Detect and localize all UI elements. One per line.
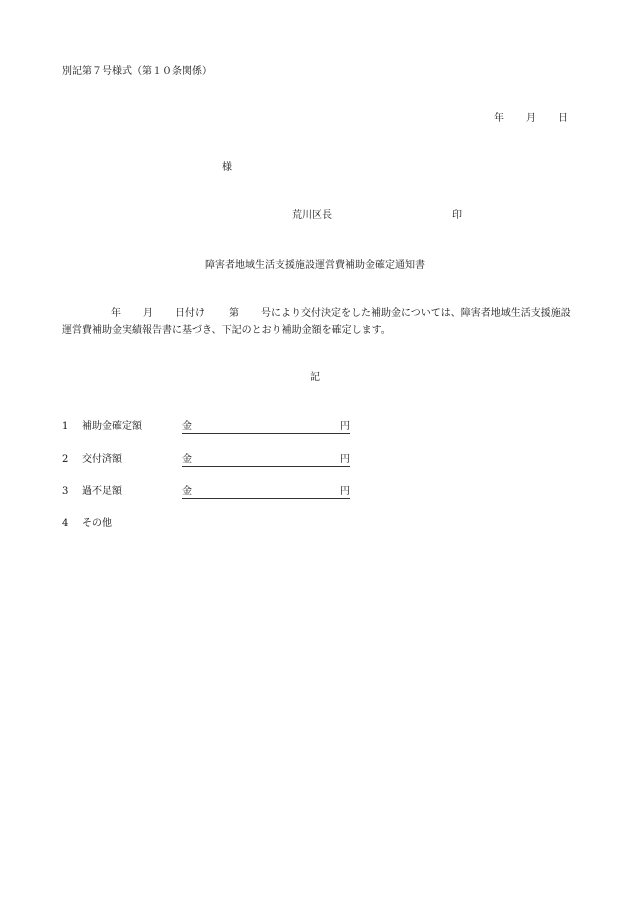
document-title: 障害者地域生活支援施設運営費補助金確定通知書 <box>205 260 425 271</box>
item-row <box>62 421 350 434</box>
item-label: その他 <box>82 518 112 529</box>
item-number: 1 <box>62 421 69 432</box>
seal-mark: 印 <box>452 210 462 221</box>
item-label: 過不足額 <box>82 486 122 497</box>
addressee-suffix: 様 <box>222 162 232 173</box>
issuer-name: 荒川区長 <box>292 210 332 221</box>
item-number: 2 <box>62 454 69 465</box>
amount-field <box>182 421 350 434</box>
body-dai: 第 <box>229 308 239 319</box>
body-text: 号により交付決定をした補助金については、障害者地域生活支援施設運営費補助金実績報告書に基づき、下記のとおり補助金額を確定します。 <box>62 308 571 336</box>
body-month: 月 <box>143 308 153 319</box>
item-number: 4 <box>62 518 69 529</box>
form-number: 別記第７号様式（第１０条関係） <box>62 66 212 77</box>
body-dated: 日付け <box>175 308 205 319</box>
amount-field <box>182 486 350 499</box>
item-row <box>62 454 350 467</box>
item-number: 3 <box>62 486 69 497</box>
item-label: 補助金確定額 <box>82 421 142 432</box>
ki-heading: 記 <box>310 372 320 383</box>
date-line <box>494 113 568 125</box>
item-label: 交付済額 <box>82 454 122 465</box>
body-paragraph <box>62 305 574 339</box>
amount-prefix: 金 <box>182 454 192 465</box>
amount-suffix: 円 <box>340 486 350 497</box>
amount-suffix: 円 <box>340 454 350 465</box>
date-year: 年 <box>494 113 504 124</box>
amount-suffix: 円 <box>340 421 350 432</box>
date-month: 月 <box>526 113 536 124</box>
item-row <box>62 518 182 530</box>
date-day: 日 <box>558 113 568 124</box>
issuer-line <box>292 210 462 222</box>
body-year: 年 <box>111 308 121 319</box>
item-row <box>62 486 350 499</box>
amount-prefix: 金 <box>182 486 192 497</box>
amount-prefix: 金 <box>182 421 192 432</box>
amount-field <box>182 454 350 467</box>
